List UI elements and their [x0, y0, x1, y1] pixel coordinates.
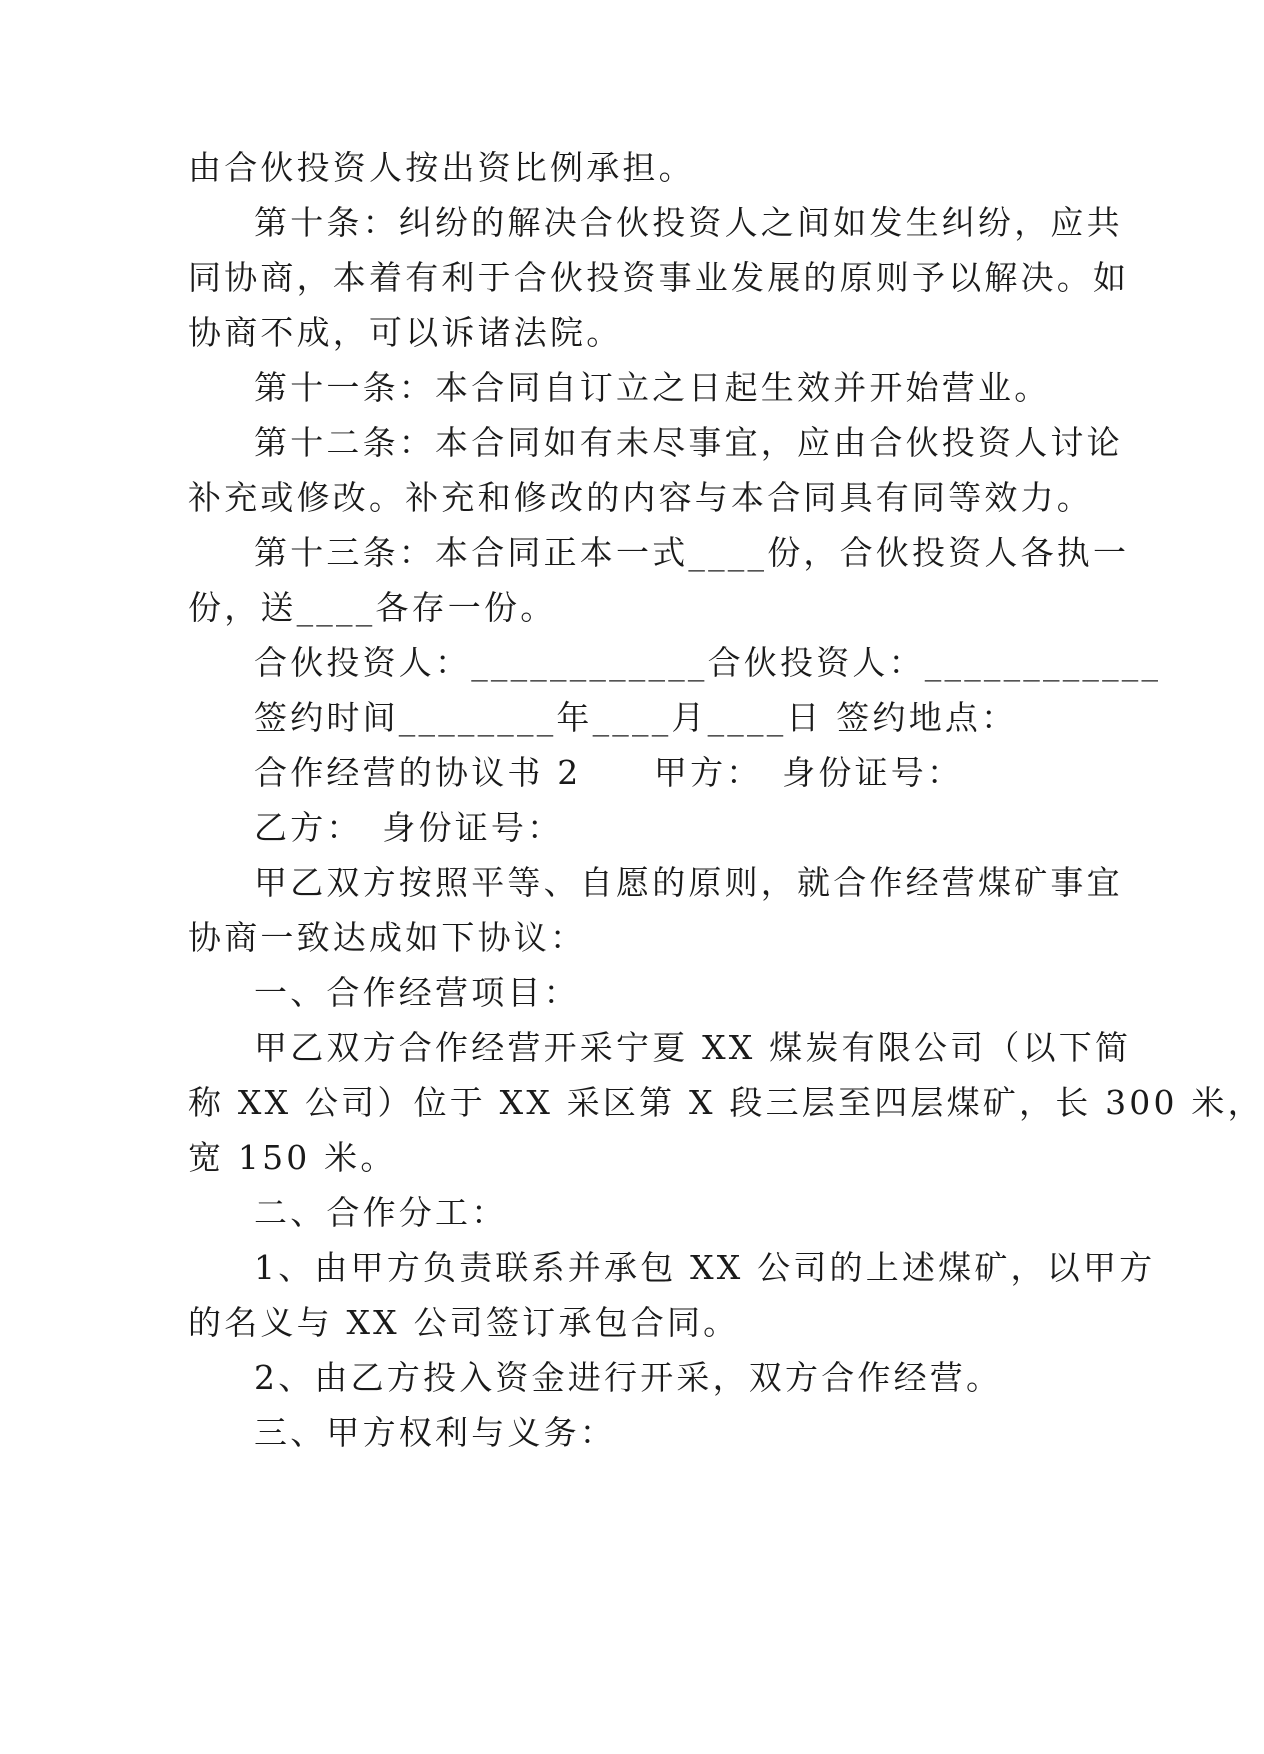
- text-line-3: 同协商，本着有利于合伙投资事业发展的原则予以解决。如: [188, 258, 1130, 297]
- text-line-16: 一、合作经营项目：: [254, 973, 580, 1012]
- text-line-1: 由合伙投资人按出资比例承担。: [188, 148, 695, 187]
- text-line-7: 补充或修改。补充和修改的内容与本合同具有同等效力。: [188, 478, 1093, 517]
- text-line-18: 称 XX 公司）位于 XX 采区第 X 段三层至四层煤矿，长 300 米，: [188, 1083, 1264, 1122]
- text-line-17: 甲乙双方合作经营开采宁夏 XX 煤炭有限公司（以下简: [254, 1028, 1132, 1067]
- text-line-12: 合作经营的协议书 2 甲方： 身份证号：: [254, 753, 964, 792]
- text-line-19: 宽 150 米。: [188, 1138, 397, 1177]
- text-line-2: 第十条：纠纷的解决合伙投资人之间如发生纠纷，应共: [254, 203, 1123, 242]
- text-line-9: 份，送____各存一份。: [188, 588, 557, 627]
- text-line-11: 签约时间________年____月____日 签约地点：: [254, 698, 1018, 737]
- text-line-15: 协商一致达成如下协议：: [188, 918, 587, 957]
- text-line-4: 协商不成，可以诉诸法院。: [188, 313, 623, 352]
- text-line-14: 甲乙双方按照平等、自愿的原则，就合作经营煤矿事宜: [254, 863, 1123, 902]
- text-line-22: 的名义与 XX 公司签订承包合同。: [188, 1303, 740, 1342]
- text-line-13: 乙方： 身份证号：: [254, 808, 564, 847]
- text-line-23: 2、由乙方投入资金进行开采，双方合作经营。: [254, 1358, 1003, 1397]
- text-line-24: 三、甲方权利与义务：: [254, 1413, 616, 1452]
- text-line-10: 合伙投资人：____________合伙投资人：____________: [254, 643, 1162, 682]
- text-line-5: 第十一条：本合同自订立之日起生效并开始营业。: [254, 368, 1051, 407]
- text-line-6: 第十二条：本合同如有未尽事宜，应由合伙投资人讨论: [254, 423, 1123, 462]
- text-line-21: 1、由甲方负责联系并承包 XX 公司的上述煤矿，以甲方: [254, 1248, 1156, 1287]
- text-line-8: 第十三条：本合同正本一式____份，合伙投资人各执一: [254, 533, 1130, 572]
- text-line-20: 二、合作分工：: [254, 1193, 508, 1232]
